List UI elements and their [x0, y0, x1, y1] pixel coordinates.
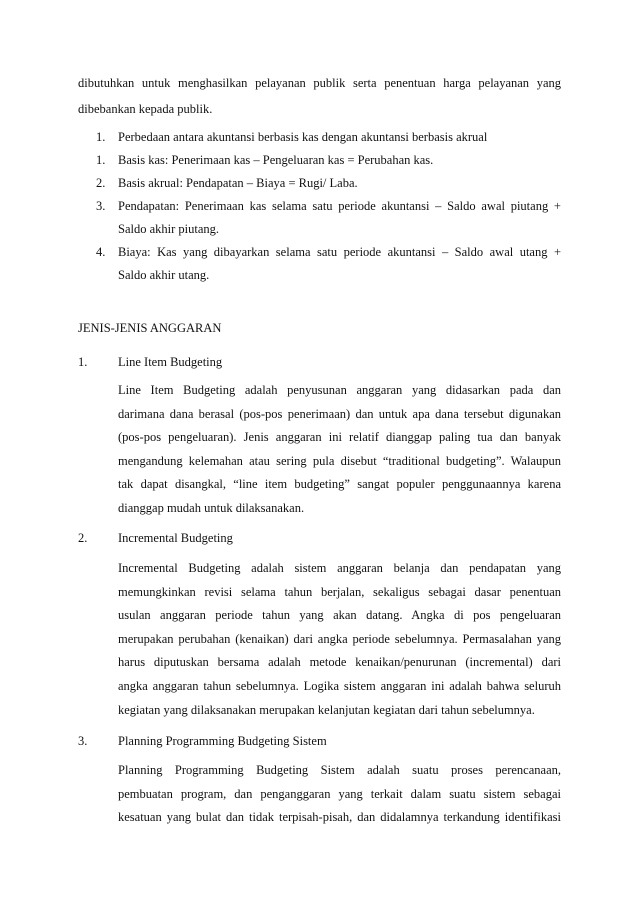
- list-item: [78, 172, 561, 195]
- list-text: [118, 195, 561, 241]
- section-title: Planning Programming Budgeting Sistem: [118, 734, 327, 748]
- body-line: memungkinkan revisi selama tahun berjalan, sekaligus sebagai dasar penentuan: [118, 584, 561, 599]
- list-item: [78, 149, 561, 172]
- body-line: harus diputuskan bersama adalah metode kenaikan/penurunan (incremental) dari: [118, 655, 561, 670]
- list-text: Perbedaan antara akuntansi berbasis kas dengan akuntansi berbasis akrual: [118, 130, 488, 144]
- list-number: 1.: [96, 130, 106, 144]
- section-heading: JENIS-JENIS ANGGARAN: [78, 321, 222, 335]
- section-number: 1.: [78, 355, 88, 369]
- body-line: Line Item Budgeting adalah penyusunan anggaran yang didasarkan pada dan: [118, 383, 561, 397]
- body-line: pembuatan program, dan penganggaran yang terkait dalam suatu sistem sebagai: [118, 786, 561, 801]
- list-text: Basis kas: Penerimaan kas – Pengeluaran kas = Perubahan kas.: [118, 153, 434, 167]
- list-text-line-1: Pendapatan: Penerimaan kas selama satu periode akuntansi – Saldo awal piutang +: [118, 199, 561, 213]
- section-title: Incremental Budgeting: [118, 531, 233, 545]
- list-text-line-2: Saldo akhir utang.: [118, 268, 210, 282]
- section-title: Line Item Budgeting: [118, 355, 223, 369]
- body-line: Incremental Budgeting adalah sistem anggaran belanja dan pendapatan yang: [118, 561, 561, 575]
- intro-paragraph: [78, 70, 561, 122]
- body-line: kegiatan yang dilaksanakan merupakan kelanjutan kegiatan dari tahun sebelumnya.: [118, 702, 535, 717]
- body-line: mengandung kelemahan atau sering pula disebut “traditional budgeting”. Walaupun: [118, 453, 561, 468]
- body-line: usulan anggaran periode tahun yang akan datang. Angka di pos pengeluaran: [118, 608, 561, 623]
- body-line: darimana dana berasal (pos-pos penerimaan) dan untuk apa dana tersebut digunakan: [118, 406, 561, 421]
- intro-line-2: dibebankan kepada publik.: [78, 102, 213, 116]
- list-item: [78, 195, 561, 241]
- body-line: angka anggaran tahun sebelumnya. Logika sistem anggaran ini adalah bahwa seluruh: [118, 678, 561, 693]
- list-item: [78, 241, 561, 287]
- body-line: tak dapat disangkal, “line item budgeting” sangat populer penggunaannya karena: [118, 477, 561, 492]
- section-body: [118, 759, 561, 830]
- body-line: dianggap mudah untuk dilaksanakan.: [118, 500, 305, 515]
- list-text: [118, 241, 561, 287]
- section-number: 2.: [78, 531, 88, 545]
- list-text-line-1: Biaya: Kas yang dibayarkan selama satu periode akuntansi – Saldo awal utang +: [118, 245, 561, 259]
- section-body: [118, 379, 561, 521]
- body-line: kesatuan yang bulat dan tidak terpisah-pisah, dan didalamnya terkandung identifikasi: [118, 810, 561, 825]
- intro-line-1: dibutuhkan untuk menghasilkan pelayanan publik serta penentuan harga pelayanan yang: [78, 76, 561, 90]
- list-text-line-2: Saldo akhir piutang.: [118, 222, 220, 236]
- body-line: Planning Programming Budgeting Sistem adalah suatu proses perencanaan,: [118, 763, 561, 777]
- list-number: 3.: [96, 199, 106, 213]
- body-line: (pos-pos pengeluaran). Jenis anggaran ini relatif dianggap paling tua dan banyak: [118, 430, 561, 445]
- section-body: [118, 557, 561, 722]
- section-number: 3.: [78, 734, 88, 748]
- list-number: 2.: [96, 176, 106, 190]
- numbered-list: [78, 126, 561, 287]
- list-number: 1.: [96, 153, 106, 167]
- body-line: merupakan perubahan (kenaikan) dari angka periode sebelumnya. Permasalahan yang: [118, 631, 561, 646]
- list-number: 4.: [96, 245, 106, 259]
- list-text: Basis akrual: Pendapatan – Biaya = Rugi/ Laba.: [118, 176, 358, 190]
- list-item: [78, 126, 561, 149]
